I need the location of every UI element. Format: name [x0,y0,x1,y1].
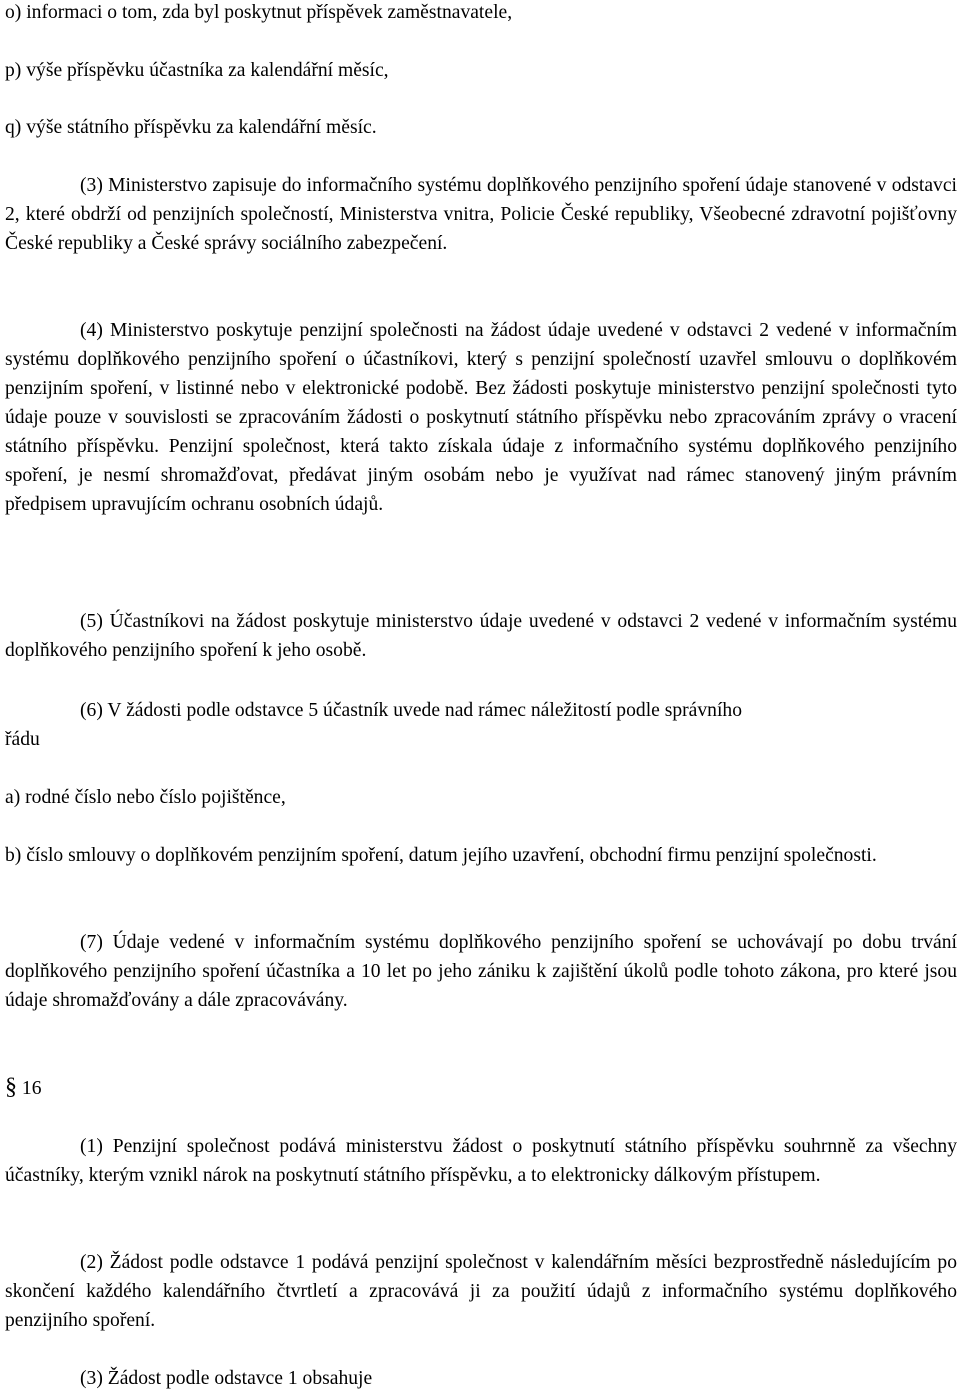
list-item-b: b) číslo smlouvy o doplňkovém penzijním spoření, datum jejího uzavření, obchodní firmu penzijní společnosti. [5,845,877,866]
paragraph-3: (3) Ministerstvo zapisuje do informačního systému doplňkového penzijního spoření údaje stanovené v odstavci 2, které obdrží od penzijních společností, Ministerstva vnitra, Policie České republiky, Všeobecné zdravotní pojišťovny České republiky a České správy sociálního zabezpečení. [5,175,957,254]
section-16-paragraph-3: (3) Žádost podle odstavce 1 obsahuje [80,1368,373,1389]
section-16-paragraph-1: (1) Penzijní společnost podává ministerstvu žádost o poskytnutí státního příspěvku souhrnně za všechny účastníky, kterým vznikl nárok na poskytnutí státního příspěvku, a to elektronicky dálkovým přístupem. [5,1136,957,1186]
list-item-p: p) výše příspěvku účastníka za kalendářní měsíc, [5,60,389,81]
list-item-q: q) výše státního příspěvku za kalendářní měsíc. [5,117,377,138]
section-16-paragraph-2: (2) Žádost podle odstavce 1 podává penzijní společnost v kalendářním měsíci bezprostředně následujícím po skončení každého kalendářního čtvrtletí a zpracovává ji za použití údajů z informačního systému doplňkového penzijního spoření. [5,1252,957,1331]
paragraph-4: (4) Ministerstvo poskytuje penzijní společnosti na žádost údaje uvedené v odstavci 2 vedené v informačním systému doplňkového penzijního spoření o účastníkovi, který s penzijní společností uzavřel smlouvu o doplňkovém penzijním spoření, v listinné nebo v elektronické podobě. Bez žádosti poskytuje ministerstvo penzijní společnosti tyto údaje pouze v souvislosti se zpracováním žádosti o poskytnutí státního příspěvku nebo zpracováním zprávy o vracení státního příspěvku. Penzijní společnost, která takto získala údaje z informačního systému doplňkového penzijního spoření, je nesmí shromažďovat, předávat jiným osobám nebo je využívat nad rámec stanovený jiným právním předpisem upravujícím ochranu osobních údajů. [5,320,957,515]
paragraph-5: (5) Účastníkovi na žádost poskytuje ministerstvo údaje uvedené v odstavci 2 vedené v informačním systému doplňkového penzijního spoření k jeho osobě. [5,611,957,661]
section-symbol: § [5,1074,17,1100]
section-number: 16 [21,1078,42,1099]
paragraph-7: (7) Údaje vedené v informačním systému doplňkového penzijního spoření se uchovávají po dobu trvání doplňkového penzijního spoření účastníka a 10 let po jeho zániku k zajištění úkolů podle tohoto zákona, pro které jsou údaje shromažďovány a dále zpracovávány. [5,932,957,1011]
paragraph-6-line-1: (6) V žádosti podle odstavce 5 účastník uvede nad rámec náležitostí podle správního [80,700,743,721]
section-heading [5,1073,42,1103]
paragraph-6-line-2: řádu [5,729,40,750]
list-item-a: a) rodné číslo nebo číslo pojištěnce, [5,787,286,808]
list-item-o: o) informaci o tom, zda byl poskytnut příspěvek zaměstnavatele, [5,2,513,23]
